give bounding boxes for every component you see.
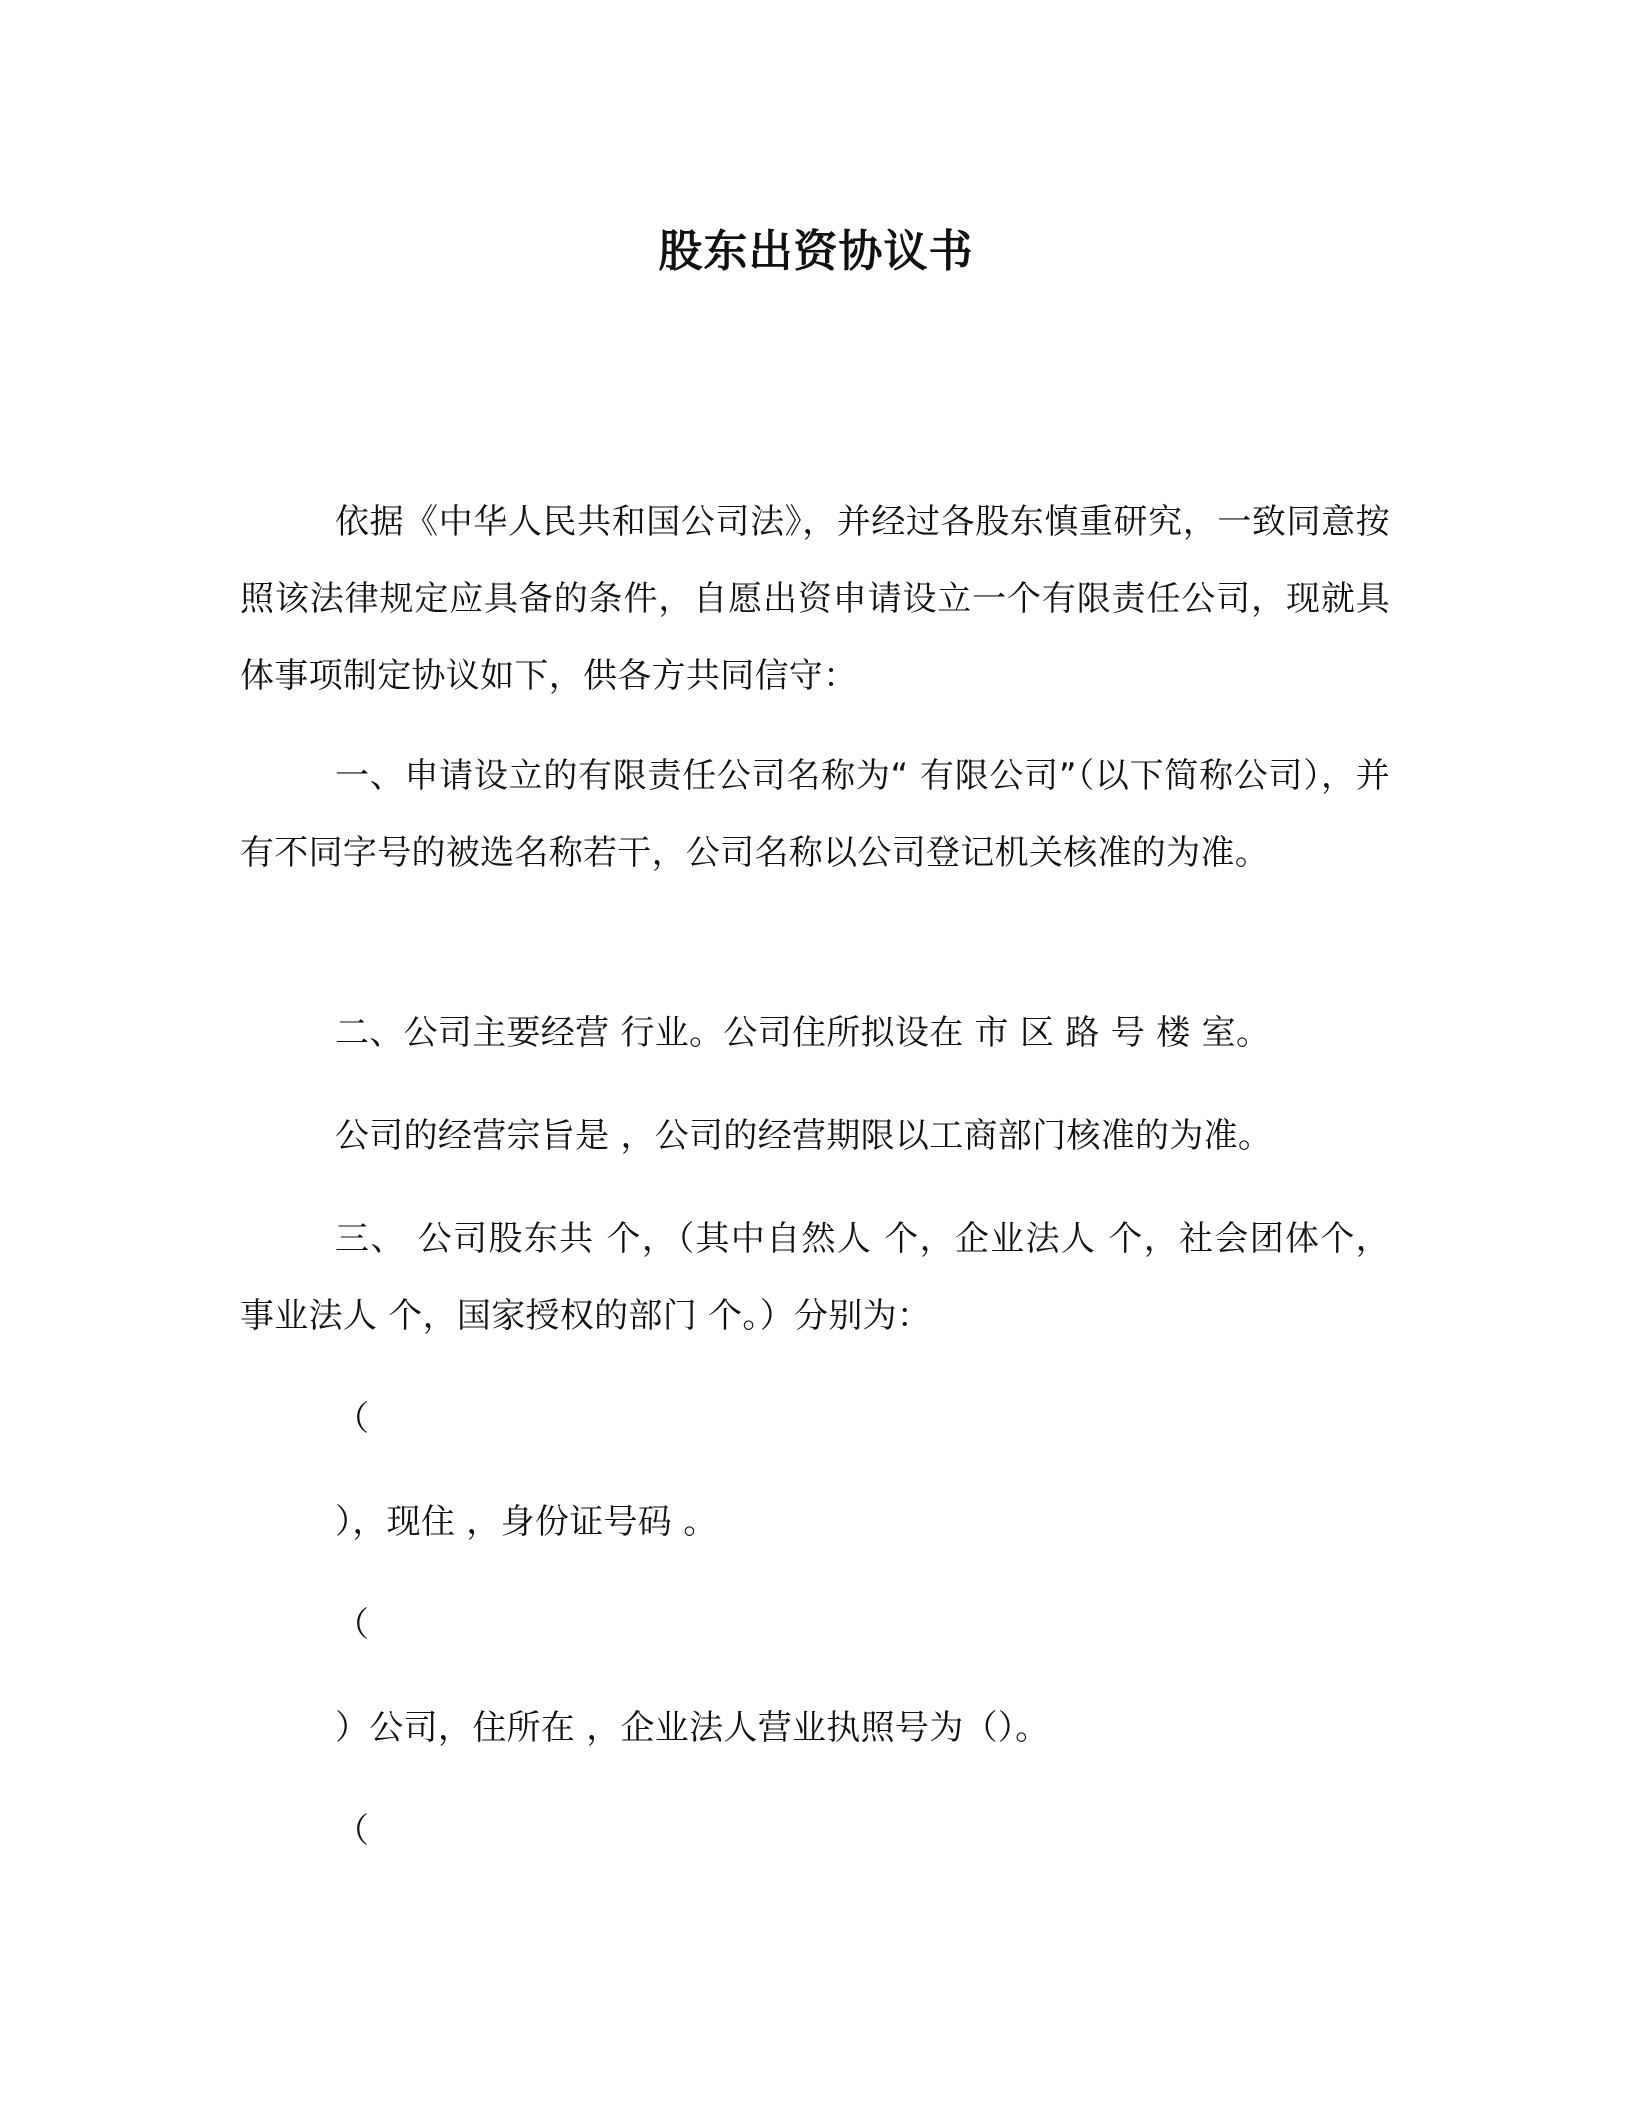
shareholder-line-5: （ <box>335 1811 370 1851</box>
shareholder-line-4: ）公司，住所在 ，企业法人营业执照号为（）。 <box>335 1708 1050 1748</box>
paragraph-preamble: 依据《中华人民共和国公司法》，并经过各股东慎重研究，一致同意按照该法律规定应具备的条件，自愿出资申请设立一个有限责任公司，现就具体事项制定协议如下，供各方共同信守： <box>240 502 1390 696</box>
paragraph-clause-3: 三、 公司股东共 个，（其中自然人 个，企业法人 个，社会团体个，事业法人 个，国家授权的部门 个。）分别为： <box>240 1219 1390 1336</box>
shareholder-line-2: ），现住 ，身份证号码 。 <box>335 1502 718 1542</box>
document-title: 股东出资协议书 <box>658 226 974 277</box>
paragraph-purpose: 公司的经营宗旨是 ，公司的经营期限以工商部门核准的为准。 <box>335 1116 1273 1156</box>
shareholder-line-1: （ <box>335 1399 370 1439</box>
paragraph-clause-2: 二、公司主要经营 行业。公司住所拟设在 市 区 路 号 楼 室。 <box>335 1013 1271 1053</box>
paragraph-clause-1: 一、申请设立的有限责任公司名称为“ 有限公司”（以下简称公司），并有不同字号的被选名称若干，公司名称以公司登记机关核准的为准。 <box>240 756 1390 873</box>
shareholder-line-3: （ <box>335 1605 370 1645</box>
